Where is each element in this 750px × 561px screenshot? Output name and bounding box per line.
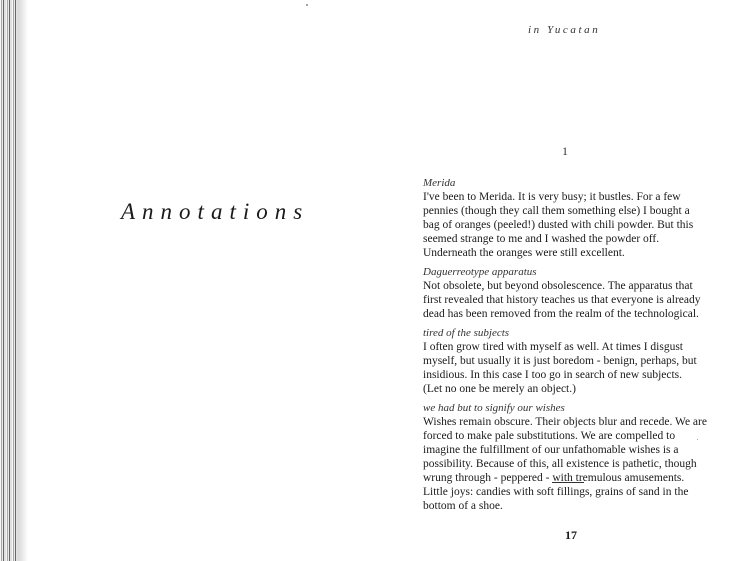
entry-heading: Merida bbox=[423, 177, 456, 189]
entry-heading: Daguerreotype apparatus bbox=[423, 266, 537, 278]
left-page-title: Annotations bbox=[121, 199, 310, 224]
annotation-entry bbox=[423, 266, 748, 321]
book-spine-edge bbox=[0, 0, 18, 561]
scan-speck bbox=[306, 4, 308, 6]
annotation-entry bbox=[423, 402, 748, 513]
page-number: 17 bbox=[565, 528, 577, 542]
entry-text-line: wrung through - peppered - with tremulous amusements. bbox=[423, 472, 685, 484]
entry-text-line: first revealed that history teaches us that everyone is already bbox=[423, 294, 701, 306]
entry-text-line: dead has been removed from the realm of the technological. bbox=[423, 308, 699, 320]
annotation-entry bbox=[423, 327, 748, 396]
section-number: 1 bbox=[562, 144, 568, 158]
entry-heading: tired of the subjects bbox=[423, 327, 510, 339]
entry-text-line: insidious. In this case I too go in search of new subjects. bbox=[423, 369, 683, 381]
annotation-entry bbox=[423, 177, 748, 260]
spine-shadow bbox=[18, 0, 28, 561]
entry-text-line: Underneath the oranges were still excellent. bbox=[423, 247, 625, 259]
entry-heading: we had but to signify our wishes bbox=[423, 402, 565, 414]
annotations-block bbox=[423, 177, 748, 519]
entry-text-line: Little joys: candies with soft fillings, grains of sand in the bbox=[423, 486, 689, 498]
entry-text-line: pennies (though they call them something else) I bought a bbox=[423, 205, 690, 217]
entry-text-line: possibility. Because of this, all existence is pathetic, though bbox=[423, 458, 697, 470]
entry-text-line: seemed strange to me and I washed the powder off. bbox=[423, 233, 660, 245]
entry-text-line: bottom of a shoe. bbox=[423, 500, 503, 512]
entry-text-line: bag of oranges (peeled!) dusted with chili powder. But this bbox=[423, 219, 694, 231]
entry-text-line: I've been to Merida. It is very busy; it bustles. For a few bbox=[423, 191, 681, 203]
entry-text-line: (Let no one be merely an object.) bbox=[423, 383, 576, 395]
running-head: in Yucatan bbox=[528, 24, 601, 36]
entry-text-line: imagine the fulfillment of our unfathomable wishes is a bbox=[423, 444, 679, 456]
entry-text-line: Not obsolete, but beyond obsolescence. The apparatus that bbox=[423, 280, 693, 292]
entry-text-line: Wishes remain obscure. Their objects blur and recede. We are bbox=[423, 416, 707, 428]
section-end-rule bbox=[552, 482, 584, 483]
entry-text-line: I often grow tired with myself as well. At times I disgust bbox=[423, 341, 683, 353]
entry-text-line: forced to make pale substitutions. We are compelled to bbox=[423, 430, 676, 442]
entry-text-line: myself, but usually it is just boredom - benign, perhaps, but bbox=[423, 355, 697, 367]
